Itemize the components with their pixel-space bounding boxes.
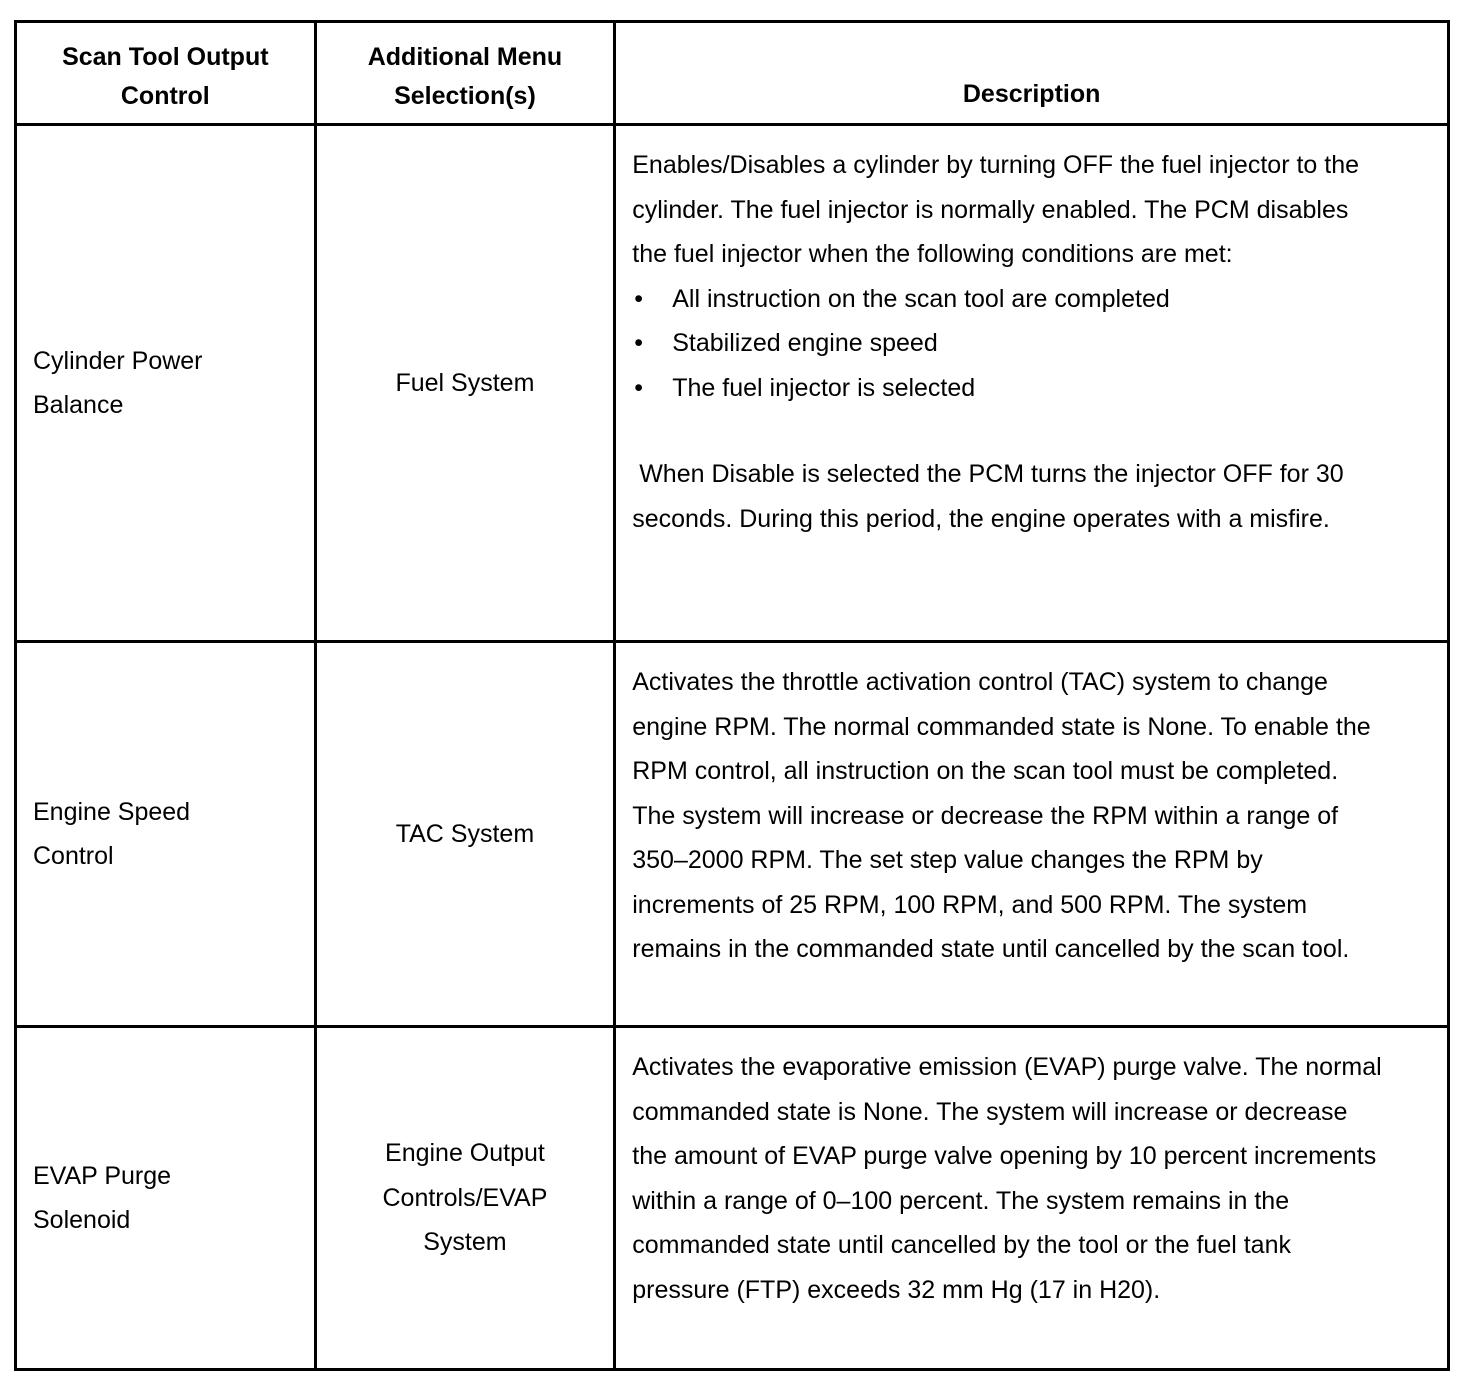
description-cell bbox=[615, 125, 1449, 642]
list-item bbox=[632, 277, 1387, 322]
list-item-text: All instruction on the scan tool are completed bbox=[672, 284, 1170, 313]
table-header-row bbox=[16, 22, 1449, 125]
bullet-icon: • bbox=[634, 329, 644, 357]
header-scan-tool-output-control: Scan Tool Output Control bbox=[16, 22, 316, 125]
scan-tool-output-control-table bbox=[14, 20, 1450, 1371]
description-text: Activates the evaporative emission (EVAP) purge valve. The normal commanded state is None. The system will increase or decrease the amount of EVAP purge valve opening by 10 percent increments within a range of 0–100 percent. The system remains in the commanded state until cancelled by the tool or the fuel tank pressure (FTP) exceeds 32 mm Hg (17 in H20). bbox=[632, 1053, 1382, 1304]
bullet-icon: • bbox=[634, 284, 644, 313]
conditions-list bbox=[632, 277, 1387, 411]
list-item bbox=[632, 366, 1387, 411]
list-item-text: The fuel injector is selected bbox=[672, 373, 976, 402]
table-row bbox=[16, 642, 1449, 1027]
table-row bbox=[16, 125, 1449, 642]
description-text: Activates the throttle activation control (TAC) system to change engine RPM. The normal commanded state is None. To enable the RPM control, all instruction on the scan tool must be completed. The system will increase or decrease the RPM within a range of 350–2000 RPM. The set step value changes the RPM by increments of 25 RPM, 100 RPM, and 500 RPM. The system remains in the commanded state until cancelled by the scan tool. bbox=[632, 668, 1371, 963]
description-cell bbox=[615, 642, 1449, 1027]
description-outro: When Disable is selected the PCM turns the injector OFF for 30 seconds. During this period, the engine operates with a misfire. bbox=[632, 460, 1351, 533]
list-item bbox=[632, 321, 1387, 366]
description-cell bbox=[615, 1027, 1449, 1370]
menu-selection-cell: TAC System bbox=[315, 642, 615, 1027]
table-row bbox=[16, 1027, 1449, 1370]
control-name-cell: Engine Speed Control bbox=[16, 642, 316, 1027]
bullet-icon: • bbox=[634, 373, 644, 402]
list-item-text: Stabilized engine speed bbox=[672, 329, 938, 357]
header-description: Description bbox=[615, 22, 1449, 125]
menu-selection-cell: Engine Output Controls/EVAP System bbox=[315, 1027, 615, 1370]
control-name-cell: Cylinder Power Balance bbox=[16, 125, 316, 642]
menu-selection-cell: Fuel System bbox=[315, 125, 615, 642]
description-intro: Enables/Disables a cylinder by turning OFF the fuel injector to the cylinder. The fuel injector is normally enabled. The PCM disables the fuel injector when the following conditions are met: bbox=[632, 151, 1360, 268]
header-additional-menu-selections: Additional Menu Selection(s) bbox=[315, 22, 615, 125]
control-name-cell: EVAP Purge Solenoid bbox=[16, 1027, 316, 1370]
